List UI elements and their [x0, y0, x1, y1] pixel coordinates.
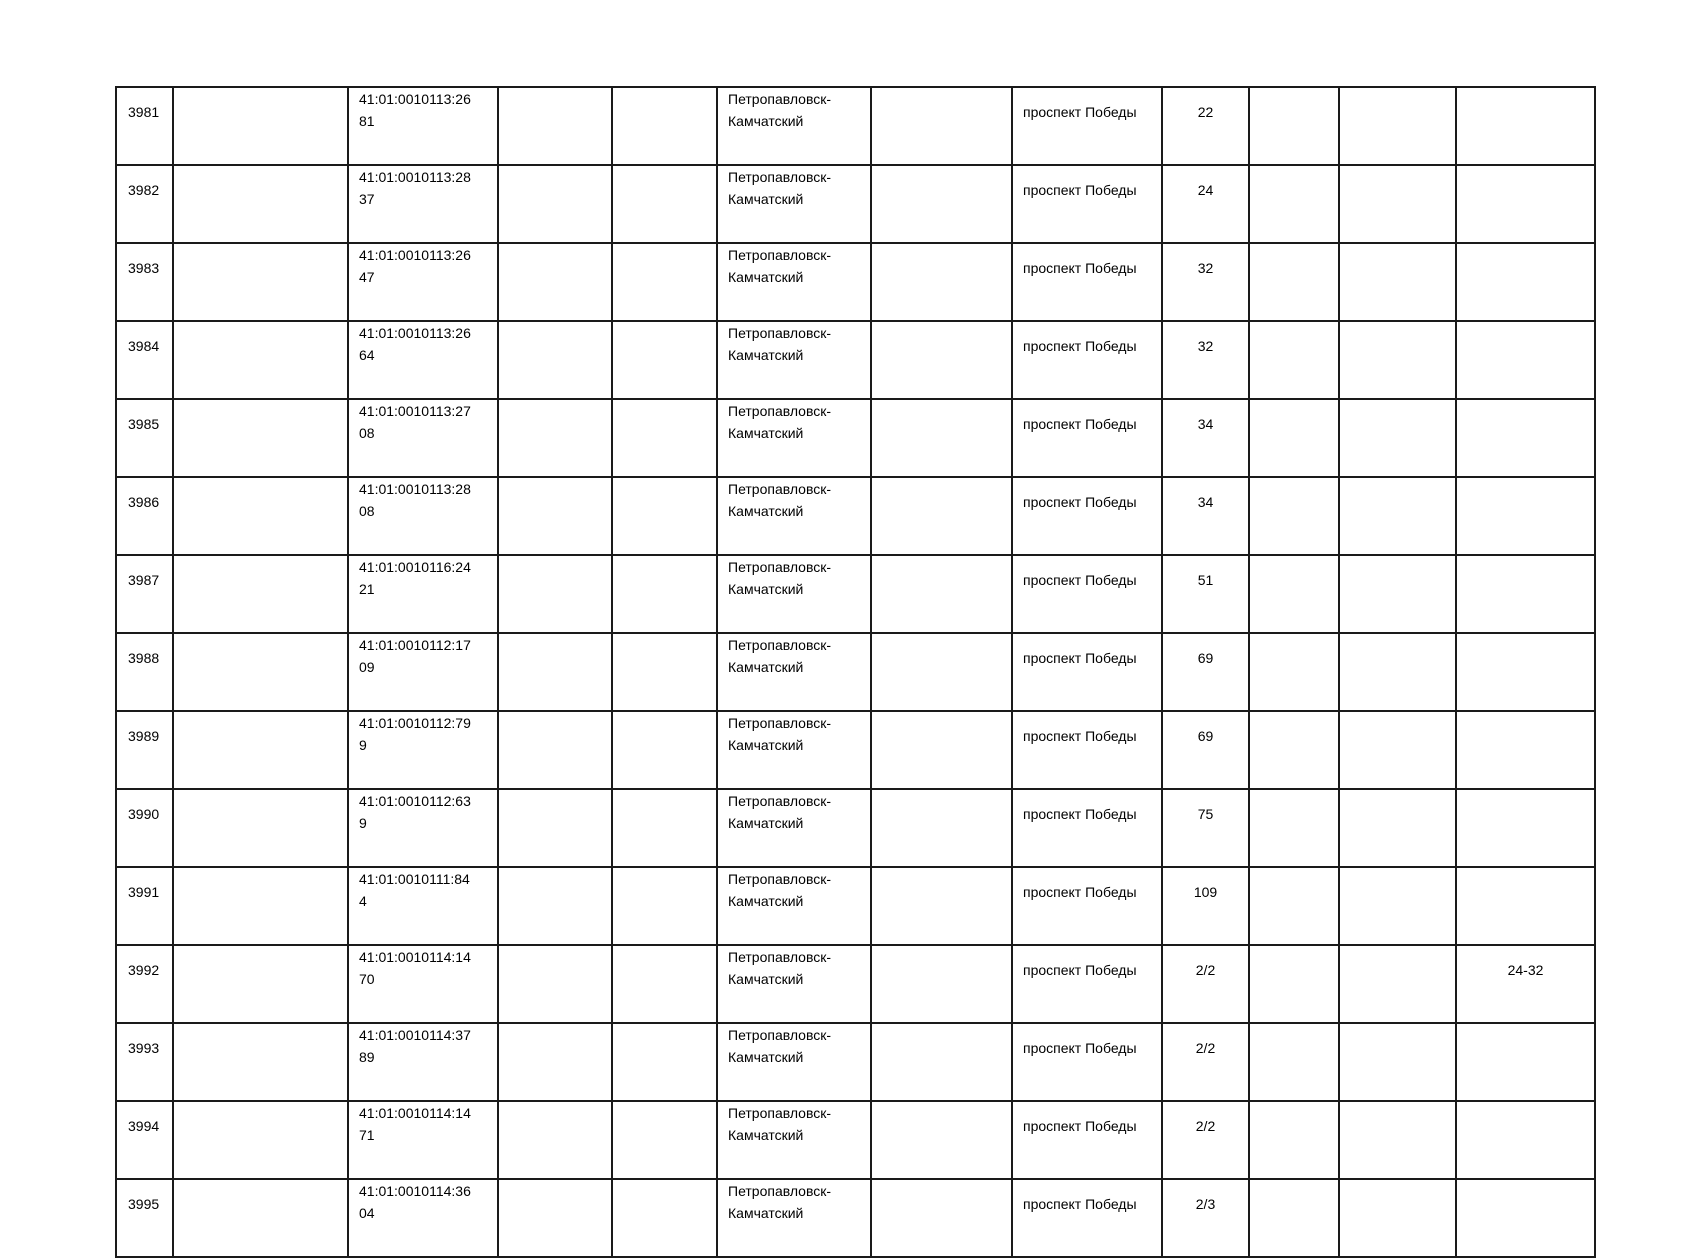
- row-number-cell: [116, 867, 173, 945]
- table-row: [116, 1101, 1595, 1179]
- empty-cell: [1339, 87, 1456, 165]
- street-cell: [1012, 87, 1162, 165]
- empty-cell: [173, 399, 348, 477]
- house-number-cell-text: 24: [1197, 182, 1214, 198]
- city-cell-text: Петропавловск-Камчатский: [728, 871, 832, 909]
- empty-cell: [498, 87, 612, 165]
- empty-cell: [612, 633, 717, 711]
- apartment-cell: [1456, 477, 1595, 555]
- empty-cell: [173, 789, 348, 867]
- row-number-cell: [116, 711, 173, 789]
- city-cell-text: Петропавловск-Камчатский: [728, 715, 832, 753]
- empty-cell: [612, 321, 717, 399]
- empty-cell: [173, 165, 348, 243]
- row-number-cell: [116, 633, 173, 711]
- city-cell-text: Петропавловск-Камчатский: [728, 481, 832, 519]
- cadastral-number-cell: [348, 633, 498, 711]
- cadastral-number-cell-text: 41:01:0010114:1470: [359, 949, 471, 987]
- empty-cell: [498, 945, 612, 1023]
- city-cell: [717, 1023, 871, 1101]
- city-cell-text: Петропавловск-Камчатский: [728, 325, 832, 363]
- city-cell-text: Петропавловск-Камчатский: [728, 793, 832, 831]
- city-cell-text: Петропавловск-Камчатский: [728, 247, 832, 285]
- row-number-cell: [116, 477, 173, 555]
- empty-cell: [498, 165, 612, 243]
- city-cell: [717, 87, 871, 165]
- apartment-cell-text: 24-32: [1507, 962, 1544, 978]
- table-row: [116, 867, 1595, 945]
- table-row: [116, 165, 1595, 243]
- row-number-cell: [116, 1101, 173, 1179]
- empty-cell: [1339, 1101, 1456, 1179]
- house-number-cell: [1162, 945, 1249, 1023]
- empty-cell: [1249, 1179, 1339, 1257]
- table-row: [116, 243, 1595, 321]
- empty-cell: [1249, 1023, 1339, 1101]
- row-number-cell: [116, 1023, 173, 1101]
- house-number-cell-text: 2/2: [1195, 1040, 1216, 1056]
- empty-cell: [498, 1179, 612, 1257]
- apartment-cell: [1456, 1179, 1595, 1257]
- cadastral-number-cell: [348, 399, 498, 477]
- empty-cell: [173, 243, 348, 321]
- cadastral-number-cell-text: 41:01:0010112:799: [359, 715, 471, 753]
- street-cell: [1012, 243, 1162, 321]
- empty-cell: [1339, 399, 1456, 477]
- empty-cell: [1249, 867, 1339, 945]
- empty-cell: [1339, 1179, 1456, 1257]
- row-number-cell: [116, 87, 173, 165]
- empty-cell: [1249, 555, 1339, 633]
- empty-cell: [612, 555, 717, 633]
- apartment-cell: [1456, 243, 1595, 321]
- house-number-cell-text: 34: [1197, 416, 1214, 432]
- street-cell-text: проспект Победы: [1023, 884, 1137, 900]
- apartment-cell: [1456, 165, 1595, 243]
- house-number-cell: [1162, 711, 1249, 789]
- empty-cell: [871, 87, 1012, 165]
- street-cell: [1012, 477, 1162, 555]
- house-number-cell: [1162, 1101, 1249, 1179]
- table-row: [116, 633, 1595, 711]
- city-cell: [717, 633, 871, 711]
- empty-cell: [173, 87, 348, 165]
- empty-cell: [173, 945, 348, 1023]
- empty-cell: [1249, 945, 1339, 1023]
- empty-cell: [1339, 477, 1456, 555]
- empty-cell: [612, 945, 717, 1023]
- city-cell-text: Петропавловск-Камчатский: [728, 559, 832, 597]
- house-number-cell-text: 32: [1197, 260, 1214, 276]
- row-number-cell-text: 3991: [128, 884, 160, 900]
- house-number-cell-text: 2/2: [1195, 962, 1216, 978]
- empty-cell: [612, 711, 717, 789]
- empty-cell: [498, 477, 612, 555]
- address-registry-table: [115, 86, 1596, 1258]
- city-cell: [717, 711, 871, 789]
- house-number-cell-text: 34: [1197, 494, 1214, 510]
- house-number-cell-text: 109: [1193, 884, 1218, 900]
- row-number-cell-text: 3989: [128, 728, 160, 744]
- house-number-cell-text: 32: [1197, 338, 1214, 354]
- apartment-cell: [1456, 555, 1595, 633]
- empty-cell: [1339, 1023, 1456, 1101]
- table-row: [116, 399, 1595, 477]
- row-number-cell: [116, 321, 173, 399]
- street-cell: [1012, 1179, 1162, 1257]
- empty-cell: [871, 1101, 1012, 1179]
- row-number-cell: [116, 243, 173, 321]
- empty-cell: [173, 321, 348, 399]
- empty-cell: [1339, 711, 1456, 789]
- city-cell-text: Петропавловск-Камчатский: [728, 91, 832, 129]
- empty-cell: [1249, 399, 1339, 477]
- street-cell: [1012, 1101, 1162, 1179]
- row-number-cell-text: 3990: [128, 806, 160, 822]
- empty-cell: [612, 243, 717, 321]
- cadastral-number-cell: [348, 1179, 498, 1257]
- city-cell-text: Петропавловск-Камчатский: [728, 1027, 832, 1065]
- empty-cell: [1339, 555, 1456, 633]
- cadastral-number-cell-text: 41:01:0010111:844: [359, 871, 470, 909]
- empty-cell: [498, 711, 612, 789]
- empty-cell: [612, 165, 717, 243]
- city-cell: [717, 789, 871, 867]
- street-cell: [1012, 165, 1162, 243]
- city-cell: [717, 243, 871, 321]
- apartment-cell: [1456, 633, 1595, 711]
- empty-cell: [173, 1101, 348, 1179]
- empty-cell: [871, 165, 1012, 243]
- cadastral-number-cell: [348, 243, 498, 321]
- empty-cell: [498, 789, 612, 867]
- empty-cell: [871, 867, 1012, 945]
- empty-cell: [871, 477, 1012, 555]
- cadastral-number-cell: [348, 321, 498, 399]
- cadastral-number-cell: [348, 1101, 498, 1179]
- empty-cell: [1249, 477, 1339, 555]
- empty-cell: [1249, 87, 1339, 165]
- street-cell-text: проспект Победы: [1023, 104, 1137, 120]
- cadastral-number-cell: [348, 87, 498, 165]
- street-cell-text: проспект Победы: [1023, 1196, 1137, 1212]
- empty-cell: [498, 243, 612, 321]
- row-number-cell: [116, 945, 173, 1023]
- table-row: [116, 1023, 1595, 1101]
- table-row: [116, 477, 1595, 555]
- city-cell-text: Петропавловск-Камчатский: [728, 949, 832, 987]
- house-number-cell-text: 75: [1197, 806, 1214, 822]
- house-number-cell: [1162, 165, 1249, 243]
- street-cell-text: проспект Победы: [1023, 806, 1137, 822]
- row-number-cell: [116, 1179, 173, 1257]
- row-number-cell-text: 3986: [128, 494, 160, 510]
- cadastral-number-cell: [348, 945, 498, 1023]
- apartment-cell: [1456, 399, 1595, 477]
- empty-cell: [1249, 711, 1339, 789]
- empty-cell: [173, 477, 348, 555]
- house-number-cell: [1162, 321, 1249, 399]
- empty-cell: [1339, 633, 1456, 711]
- empty-cell: [612, 867, 717, 945]
- house-number-cell: [1162, 633, 1249, 711]
- empty-cell: [1249, 165, 1339, 243]
- empty-cell: [498, 321, 612, 399]
- empty-cell: [612, 87, 717, 165]
- empty-cell: [612, 789, 717, 867]
- table-row: [116, 1179, 1595, 1257]
- house-number-cell-text: 22: [1197, 104, 1214, 120]
- row-number-cell-text: 3982: [128, 182, 160, 198]
- empty-cell: [871, 711, 1012, 789]
- row-number-cell-text: 3984: [128, 338, 160, 354]
- city-cell-text: Петропавловск-Камчатский: [728, 1183, 832, 1221]
- empty-cell: [1339, 789, 1456, 867]
- empty-cell: [1249, 1101, 1339, 1179]
- house-number-cell: [1162, 1179, 1249, 1257]
- empty-cell: [871, 1179, 1012, 1257]
- row-number-cell-text: 3992: [128, 962, 160, 978]
- cadastral-number-cell-text: 41:01:0010113:2708: [359, 403, 471, 441]
- cadastral-number-cell-text: 41:01:0010114:3789: [359, 1027, 471, 1065]
- street-cell: [1012, 945, 1162, 1023]
- street-cell: [1012, 711, 1162, 789]
- city-cell: [717, 321, 871, 399]
- empty-cell: [1339, 243, 1456, 321]
- house-number-cell: [1162, 555, 1249, 633]
- apartment-cell: [1456, 87, 1595, 165]
- empty-cell: [498, 555, 612, 633]
- apartment-cell: [1456, 1101, 1595, 1179]
- table-row: [116, 555, 1595, 633]
- empty-cell: [173, 711, 348, 789]
- cadastral-number-cell-text: 41:01:0010114:1471: [359, 1105, 471, 1143]
- city-cell-text: Петропавловск-Камчатский: [728, 169, 832, 207]
- empty-cell: [871, 945, 1012, 1023]
- row-number-cell-text: 3987: [128, 572, 160, 588]
- city-cell: [717, 555, 871, 633]
- street-cell: [1012, 399, 1162, 477]
- empty-cell: [612, 477, 717, 555]
- cadastral-number-cell-text: 41:01:0010113:2647: [359, 247, 471, 285]
- street-cell: [1012, 633, 1162, 711]
- street-cell-text: проспект Победы: [1023, 494, 1137, 510]
- empty-cell: [612, 1023, 717, 1101]
- street-cell-text: проспект Победы: [1023, 962, 1137, 978]
- empty-cell: [498, 633, 612, 711]
- house-number-cell: [1162, 399, 1249, 477]
- empty-cell: [1249, 321, 1339, 399]
- city-cell: [717, 1179, 871, 1257]
- cadastral-number-cell-text: 41:01:0010114:3604: [359, 1183, 471, 1221]
- cadastral-number-cell-text: 41:01:0010113:2837: [359, 169, 471, 207]
- row-number-cell: [116, 165, 173, 243]
- street-cell: [1012, 1023, 1162, 1101]
- cadastral-number-cell: [348, 789, 498, 867]
- empty-cell: [1249, 633, 1339, 711]
- house-number-cell: [1162, 789, 1249, 867]
- empty-cell: [498, 399, 612, 477]
- empty-cell: [498, 1101, 612, 1179]
- empty-cell: [1339, 321, 1456, 399]
- empty-cell: [1339, 867, 1456, 945]
- street-cell-text: проспект Победы: [1023, 1040, 1137, 1056]
- street-cell-text: проспект Победы: [1023, 260, 1137, 276]
- cadastral-number-cell-text: 41:01:0010113:2681: [359, 91, 471, 129]
- row-number-cell-text: 3988: [128, 650, 160, 666]
- empty-cell: [173, 1023, 348, 1101]
- apartment-cell: [1456, 321, 1595, 399]
- cadastral-number-cell-text: 41:01:0010116:2421: [359, 559, 471, 597]
- city-cell-text: Петропавловск-Камчатский: [728, 637, 832, 675]
- row-number-cell: [116, 555, 173, 633]
- street-cell: [1012, 321, 1162, 399]
- table-row: [116, 945, 1595, 1023]
- row-number-cell-text: 3993: [128, 1040, 160, 1056]
- document-page: [115, 86, 1594, 1258]
- empty-cell: [173, 867, 348, 945]
- empty-cell: [498, 1023, 612, 1101]
- street-cell: [1012, 555, 1162, 633]
- house-number-cell-text: 69: [1197, 728, 1214, 744]
- row-number-cell-text: 3995: [128, 1196, 160, 1212]
- apartment-cell: [1456, 867, 1595, 945]
- empty-cell: [1249, 243, 1339, 321]
- empty-cell: [612, 399, 717, 477]
- row-number-cell: [116, 399, 173, 477]
- house-number-cell: [1162, 243, 1249, 321]
- empty-cell: [173, 633, 348, 711]
- street-cell-text: проспект Победы: [1023, 650, 1137, 666]
- cadastral-number-cell-text: 41:01:0010112:1709: [359, 637, 471, 675]
- street-cell-text: проспект Победы: [1023, 728, 1137, 744]
- city-cell: [717, 1101, 871, 1179]
- street-cell: [1012, 789, 1162, 867]
- house-number-cell: [1162, 1023, 1249, 1101]
- house-number-cell: [1162, 87, 1249, 165]
- house-number-cell-text: 2/2: [1195, 1118, 1216, 1134]
- empty-cell: [612, 1101, 717, 1179]
- row-number-cell-text: 3994: [128, 1118, 160, 1134]
- row-number-cell-text: 3983: [128, 260, 160, 276]
- street-cell-text: проспект Победы: [1023, 572, 1137, 588]
- cadastral-number-cell-text: 41:01:0010113:2664: [359, 325, 471, 363]
- street-cell: [1012, 867, 1162, 945]
- apartment-cell: [1456, 1023, 1595, 1101]
- city-cell-text: Петропавловск-Камчатский: [728, 1105, 832, 1143]
- apartment-cell: [1456, 711, 1595, 789]
- city-cell: [717, 945, 871, 1023]
- table-row: [116, 711, 1595, 789]
- empty-cell: [871, 555, 1012, 633]
- table-body: [116, 87, 1595, 1257]
- empty-cell: [498, 867, 612, 945]
- apartment-cell: [1456, 789, 1595, 867]
- cadastral-number-cell: [348, 1023, 498, 1101]
- cadastral-number-cell: [348, 867, 498, 945]
- empty-cell: [612, 1179, 717, 1257]
- empty-cell: [1249, 789, 1339, 867]
- street-cell-text: проспект Победы: [1023, 416, 1137, 432]
- cadastral-number-cell-text: 41:01:0010112:639: [359, 793, 471, 831]
- empty-cell: [871, 321, 1012, 399]
- empty-cell: [1339, 165, 1456, 243]
- row-number-cell-text: 3985: [128, 416, 160, 432]
- cadastral-number-cell: [348, 165, 498, 243]
- empty-cell: [173, 1179, 348, 1257]
- house-number-cell: [1162, 867, 1249, 945]
- house-number-cell-text: 69: [1197, 650, 1214, 666]
- cadastral-number-cell: [348, 711, 498, 789]
- row-number-cell: [116, 789, 173, 867]
- empty-cell: [173, 555, 348, 633]
- house-number-cell: [1162, 477, 1249, 555]
- apartment-cell: [1456, 945, 1595, 1023]
- table-row: [116, 87, 1595, 165]
- street-cell-text: проспект Победы: [1023, 1118, 1137, 1134]
- row-number-cell-text: 3981: [128, 104, 160, 120]
- street-cell-text: проспект Победы: [1023, 338, 1137, 354]
- empty-cell: [871, 1023, 1012, 1101]
- cadastral-number-cell: [348, 477, 498, 555]
- table-row: [116, 321, 1595, 399]
- empty-cell: [871, 789, 1012, 867]
- empty-cell: [871, 399, 1012, 477]
- city-cell-text: Петропавловск-Камчатский: [728, 403, 832, 441]
- city-cell: [717, 165, 871, 243]
- empty-cell: [1339, 945, 1456, 1023]
- house-number-cell-text: 51: [1197, 572, 1214, 588]
- house-number-cell-text: 2/3: [1195, 1196, 1216, 1212]
- city-cell: [717, 867, 871, 945]
- empty-cell: [871, 243, 1012, 321]
- cadastral-number-cell-text: 41:01:0010113:2808: [359, 481, 471, 519]
- cadastral-number-cell: [348, 555, 498, 633]
- city-cell: [717, 399, 871, 477]
- street-cell-text: проспект Победы: [1023, 182, 1137, 198]
- empty-cell: [871, 633, 1012, 711]
- table-row: [116, 789, 1595, 867]
- city-cell: [717, 477, 871, 555]
